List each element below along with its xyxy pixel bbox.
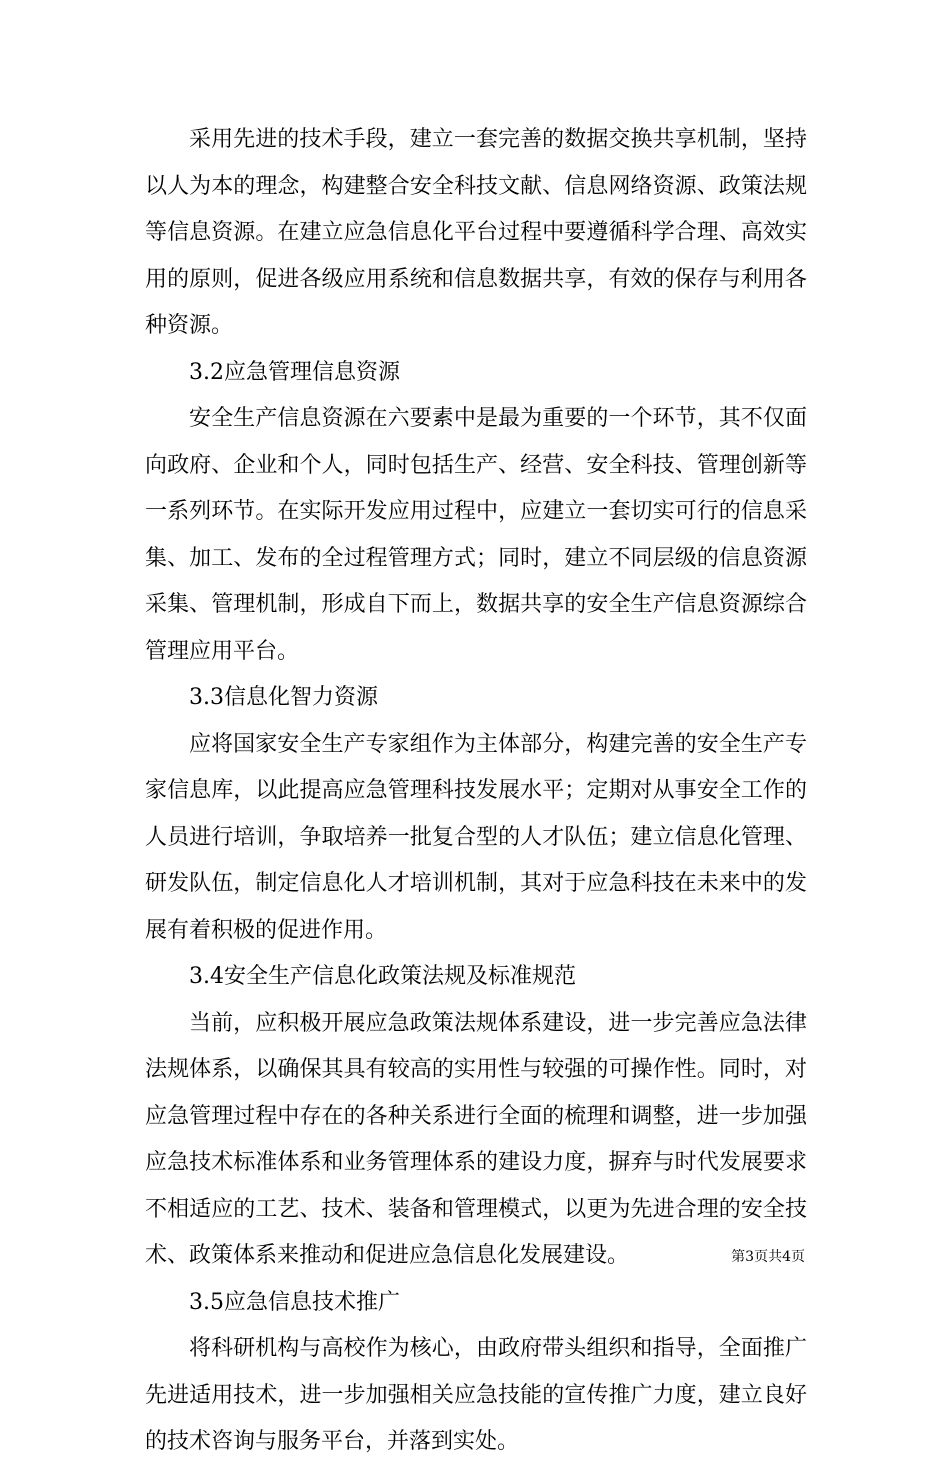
paragraph-3-4: 当前，应积极开展应急政策法规体系建设，进一步完善应急法律法规体系，以确保其具有较高的实用性与较强的可操作性。同时，对应急管理过程中存在的各种关系进行全面的梳理和调整，进一步加强应急技术标准体系和业务管理体系的建设力度，摒弃与时代发展要求不相适应的工艺、技术、装备和管理模式，以更为先进合理的安全技术、政策体系来推动和促进应急信息化发展建设。 <box>145 1010 807 1268</box>
paragraph-3-5: 将科研机构与高校作为核心，由政府带头组织和指导，全面推广先进适用技术，进一步加强相关应急技能的宣传推广力度，建立良好的技术咨询与服务平台，并落到实处。 <box>145 1336 807 1454</box>
section-heading-3-5: 3.5应急信息技术推广 <box>189 1289 400 1315</box>
paragraph-3-3: 应将国家安全生产专家组作为主体部分，构建完善的安全生产专家信息库，以此提高应急管理科技发展水平；定期对从事安全工作的人员进行培训，争取培养一批复合型的人才队伍；建立信息化管理、研发队伍，制定信息化人才培训机制，其对于应急科技在未来中的发展有着积极的促进作用。 <box>145 731 807 943</box>
page-number-footer: 第3页共4页 <box>731 1249 805 1265</box>
section-heading-3-3: 3.3信息化智力资源 <box>189 685 378 710</box>
document-page <box>145 117 807 1466</box>
section-heading-3-4: 3.4安全生产信息化政策法规及标准规范 <box>189 964 576 989</box>
paragraph-intro: 采用先进的技术手段，建立一套完善的数据交换共享机制，坚持以人为本的理念，构建整合安全科技文献、信息网络资源、政策法规等信息资源。在建立应急信息化平台过程中要遵循科学合理、高效实用的原则，促进各级应用系统和信息数据共享，有效的保存与利用各种资源。 <box>145 127 807 338</box>
section-heading-3-2: 3.2应急管理信息资源 <box>189 359 400 385</box>
paragraph-3-2: 安全生产信息资源在六要素中是最为重要的一个环节，其不仅面向政府、企业和个人，同时包括生产、经营、安全科技、管理创新等一系列环节。在实际开发应用过程中，应建立一套切实可行的信息采集、加工、发布的全过程管理方式；同时，建立不同层级的信息资源采集、管理机制，形成自下而上，数据共享的安全生产信息资源综合管理应用平台。 <box>145 406 807 664</box>
